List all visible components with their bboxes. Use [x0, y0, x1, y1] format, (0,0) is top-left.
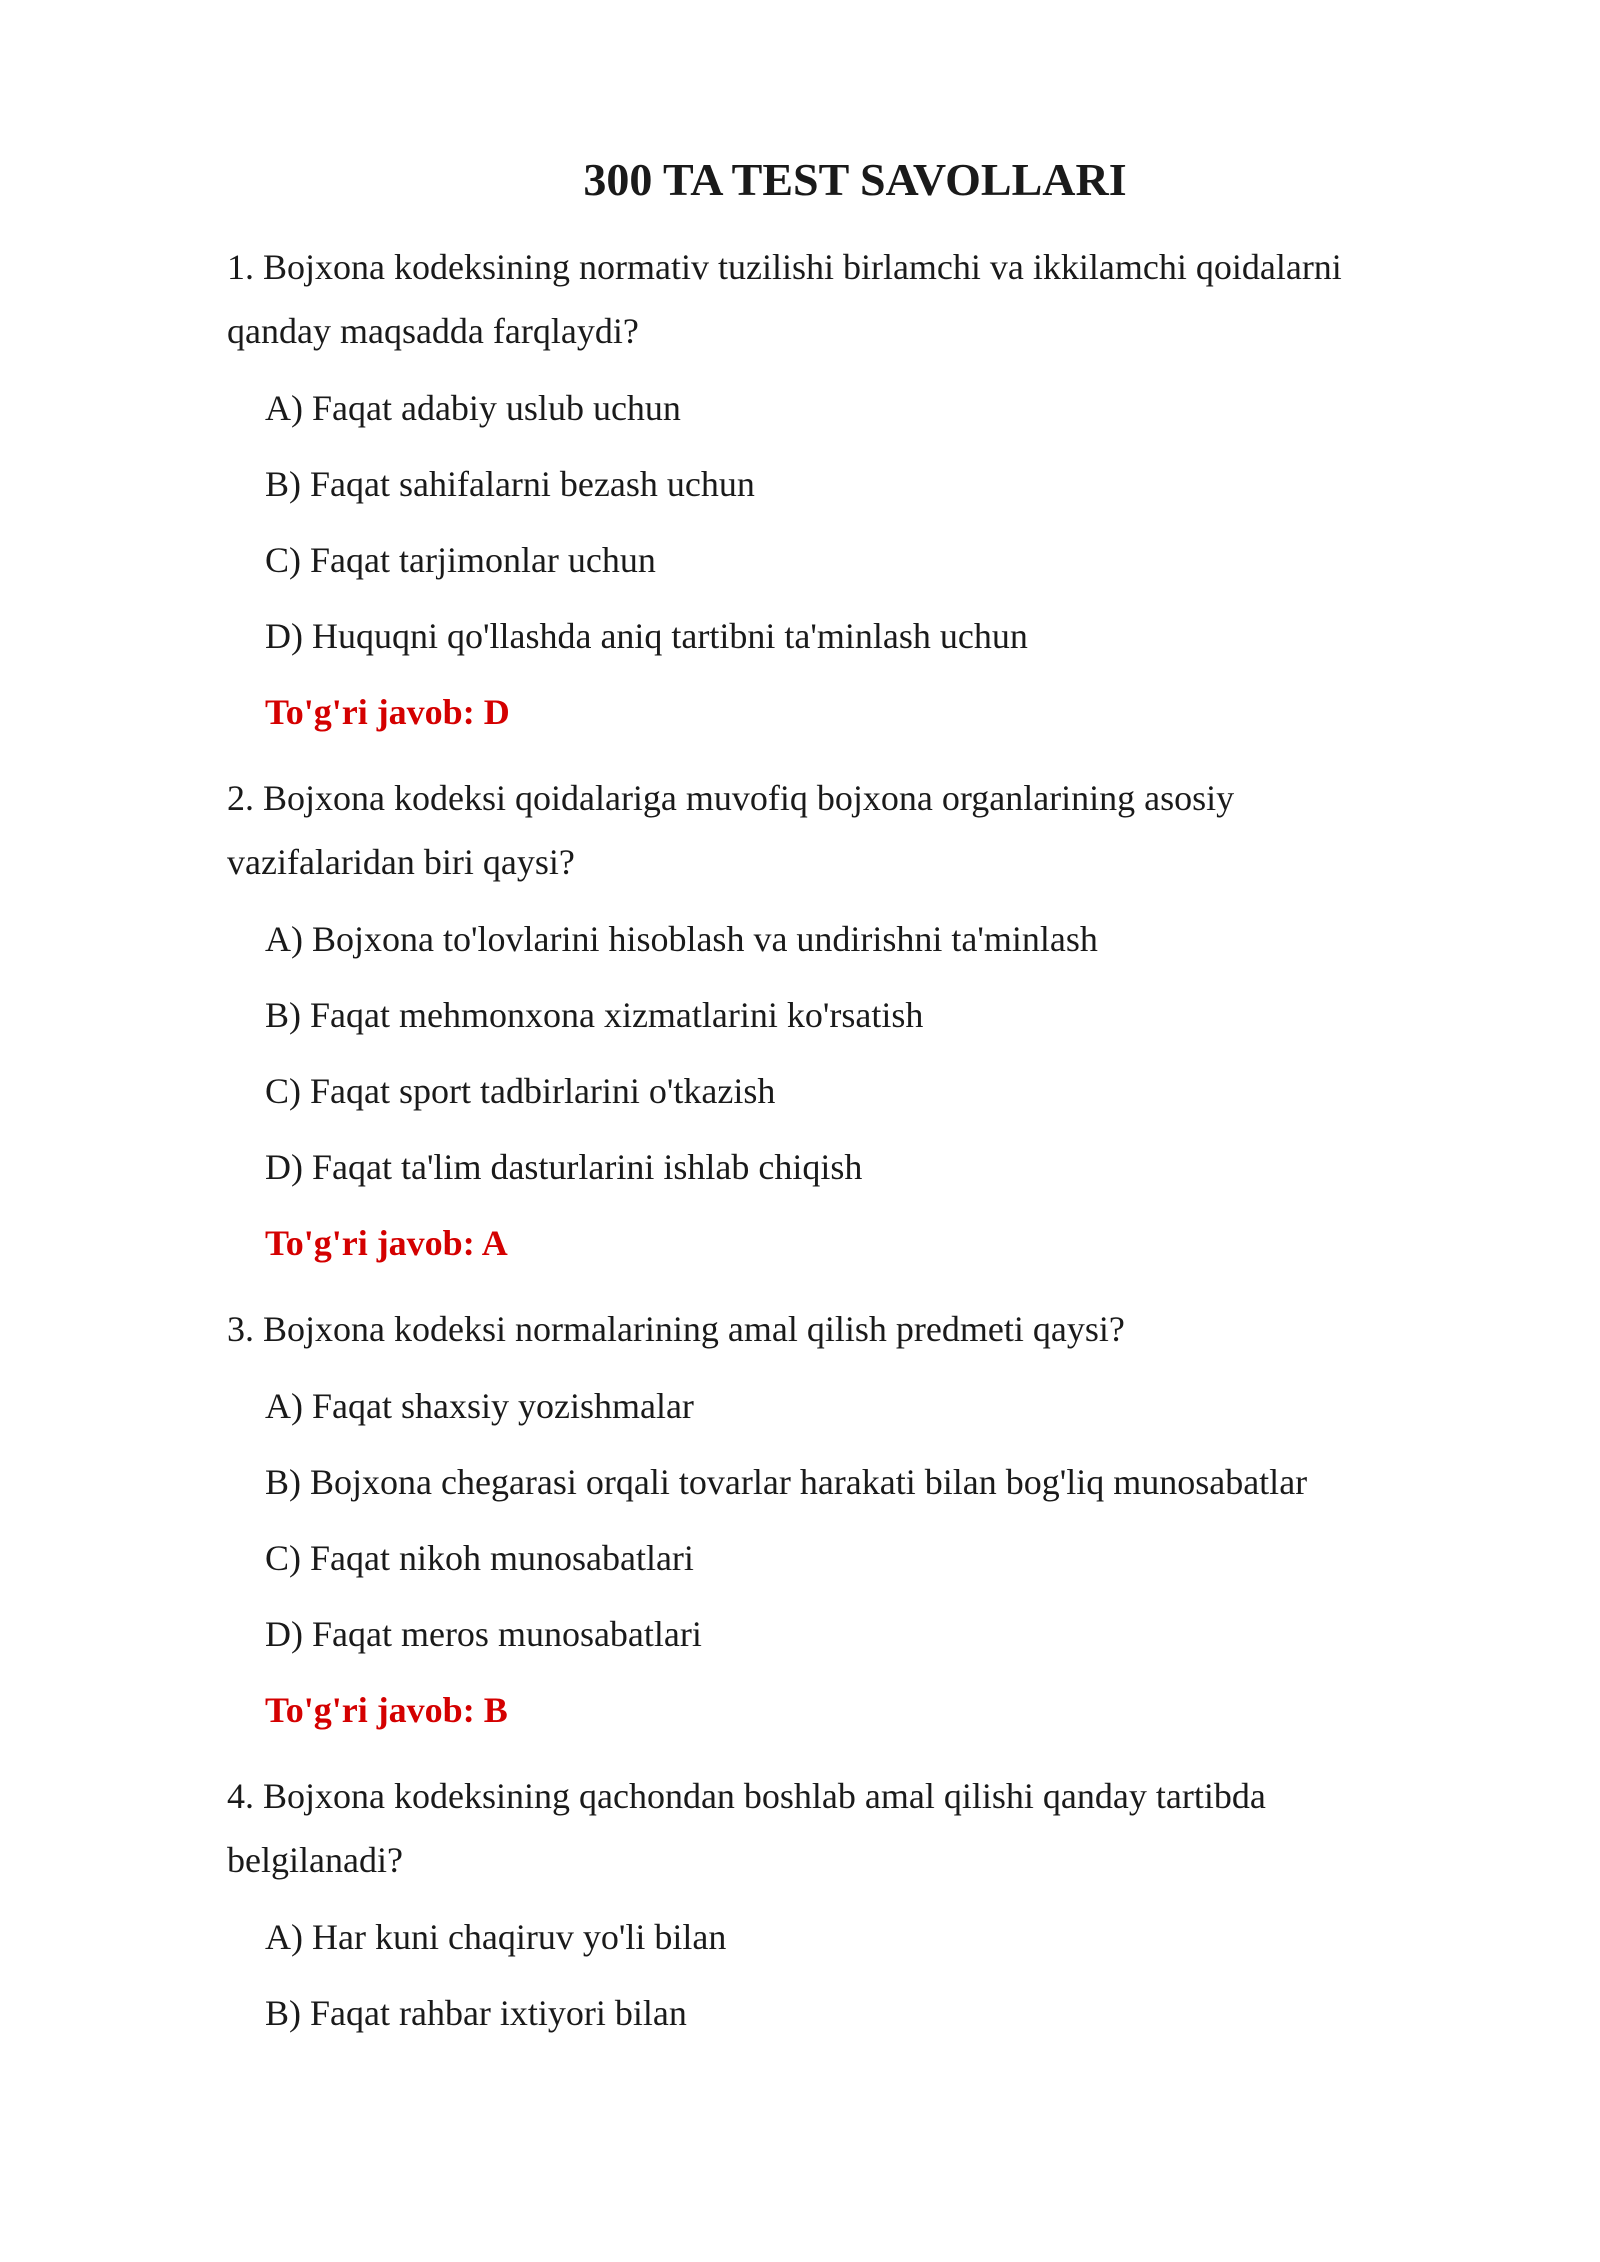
option-c: C) Faqat nikoh munosabatlari — [265, 1538, 694, 1578]
question-text: 2. Bojxona kodeksi qoidalariga muvofiq bojxona organlarining asosiy vazifalaridan biri qaysi? — [227, 778, 1235, 882]
correct-answer: To'g'ri javob: A — [265, 1223, 508, 1263]
option-b: B) Faqat mehmonxona xizmatlarini ko'rsatish — [265, 995, 924, 1035]
option-d: D) Faqat meros munosabatlari — [265, 1614, 702, 1654]
question-list — [227, 235, 1407, 2067]
question-block — [227, 766, 1407, 1265]
question-block — [227, 235, 1407, 734]
question-block — [227, 1297, 1407, 1732]
correct-answer: To'g'ri javob: B — [265, 1690, 508, 1730]
option-a: A) Faqat adabiy uslub uchun — [265, 388, 681, 428]
question-block — [227, 1764, 1407, 2035]
option-a: A) Faqat shaxsiy yozishmalar — [265, 1386, 694, 1426]
document-title: 300 TA TEST SAVOLLARI — [583, 154, 1127, 205]
option-b: B) Bojxona chegarasi orqali tovarlar harakati bilan bog'liq munosabatlar — [265, 1462, 1308, 1502]
correct-answer: To'g'ri javob: D — [265, 692, 510, 732]
option-c: C) Faqat sport tadbirlarini o'tkazish — [265, 1071, 776, 1111]
question-text: 3. Bojxona kodeksi normalarining amal qilish predmeti qaysi? — [227, 1309, 1125, 1349]
option-a: A) Har kuni chaqiruv yo'li bilan — [265, 1917, 727, 1957]
option-a: A) Bojxona to'lovlarini hisoblash va undirishni ta'minlash — [265, 919, 1098, 959]
option-b: B) Faqat sahifalarni bezash uchun — [265, 464, 755, 504]
option-d: D) Huquqni qo'llashda aniq tartibni ta'minlash uchun — [265, 616, 1028, 656]
question-text: 4. Bojxona kodeksining qachondan boshlab amal qilishi qanday tartibda belgilanadi? — [227, 1776, 1266, 1880]
question-text: 1. Bojxona kodeksining normativ tuzilishi birlamchi va ikkilamchi qoidalarni qanday maqsadda farqlaydi? — [227, 247, 1342, 351]
option-d: D) Faqat ta'lim dasturlarini ishlab chiqish — [265, 1147, 863, 1187]
option-b: B) Faqat rahbar ixtiyori bilan — [265, 1993, 687, 2033]
option-c: C) Faqat tarjimonlar uchun — [265, 540, 656, 580]
